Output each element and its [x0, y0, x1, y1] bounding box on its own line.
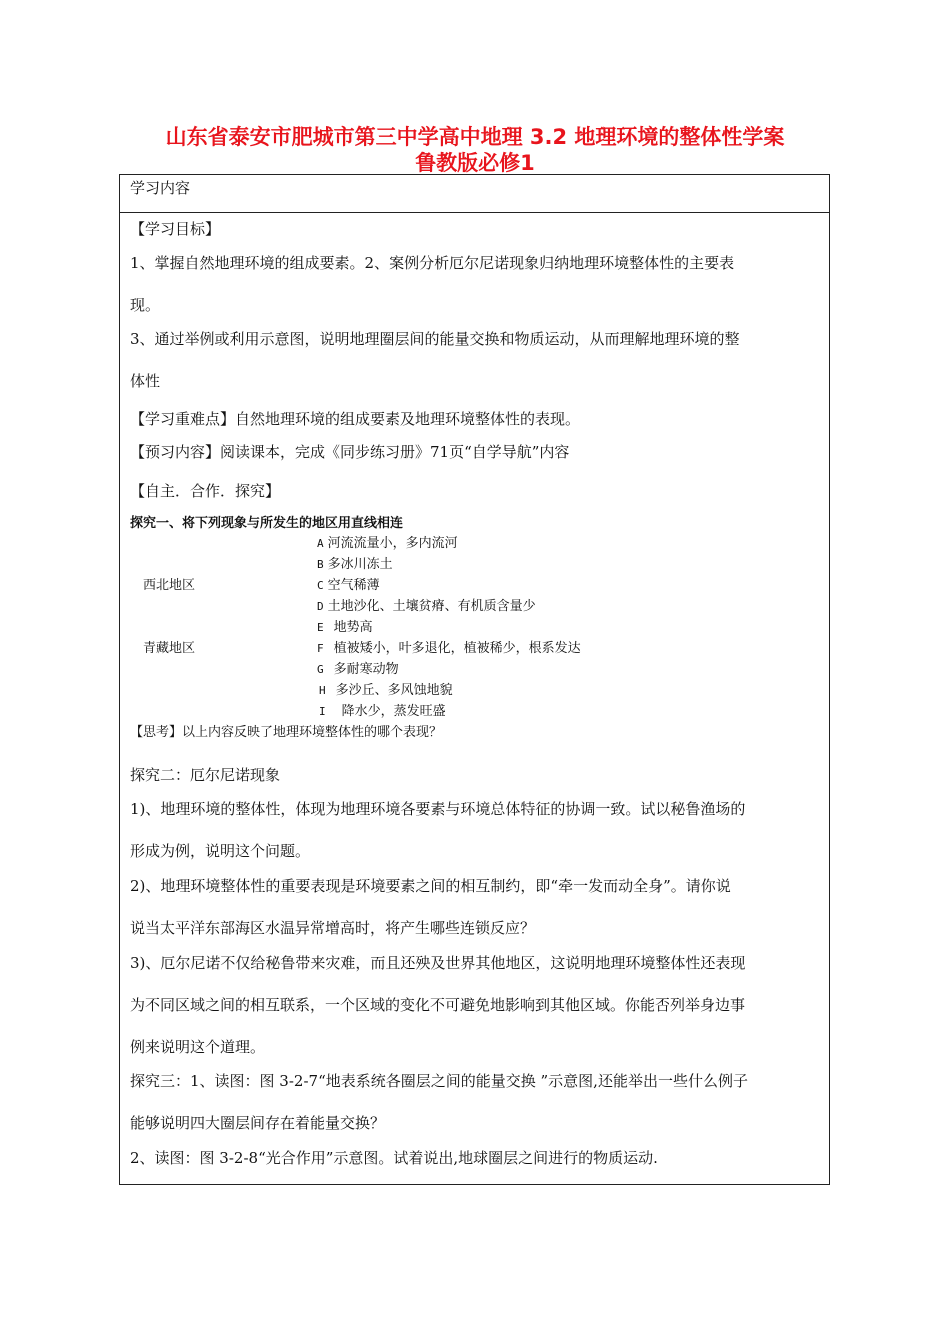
option-text: 降水少，蒸发旺盛: [341, 704, 446, 719]
inquiry2-q2-line1: 2)、地理环境整体性的重要表现是环境要素之间的相互制约，即“牵一发而动全身”。请你说: [130, 877, 731, 895]
inquiry2-heading: 探究二：厄尔尼诺现象: [130, 766, 281, 784]
inquiry3-line2: 能够说明四大圈层间存在着能量交换？: [130, 1114, 386, 1132]
inquiry2-q3-line1: 3)、厄尔尼诺不仅给秘鲁带来灾难，而且还殃及世界其他地区，这说明地理环境整体性还表现: [130, 954, 746, 972]
option-letter: C: [317, 579, 324, 592]
inquiry3-line1: 探究三：1、读图：图 3-2-7“地表系统各圈层之间的能量交换 ”示意图,还能举出一些什么例子: [130, 1072, 748, 1090]
table-header-label: 学习内容: [130, 179, 191, 197]
region-qinghai-tibet: 青藏地区: [143, 641, 196, 656]
objective-1-line1: 1、掌握自然地理环境的组成要素。2、案例分析厄尔尼诺现象归纳地理环境整体性的主要表: [130, 254, 735, 272]
objective-1-line2: 现。: [130, 296, 161, 314]
document-title-line2: 鲁教版必修1: [415, 151, 535, 175]
content-table: [119, 174, 830, 1185]
option-text: 河流流量小，多内流河: [327, 536, 458, 551]
option-text: 植被矮小，叶多退化，植被稀少，根系发达: [333, 641, 581, 656]
objective-2-line2: 体性: [130, 372, 161, 390]
option-letter: H: [319, 684, 326, 697]
option-i: [319, 703, 446, 721]
option-text: 土地沙化、土壤贫瘠、有机质含量少: [327, 599, 536, 614]
option-letter: F: [317, 642, 324, 655]
preview-content: 【预习内容】阅读课本，完成《同步练习册》71页“自学导航”内容: [130, 443, 570, 461]
section-heading: 【自主．合作．探究】: [130, 482, 281, 500]
objective-2-line1: 3、通过举例或利用示意图，说明地理圈层间的能量交换和物质运动，从而理解地理环境的整: [130, 330, 740, 348]
option-letter: E: [317, 621, 324, 634]
inquiry2-q1-line1: 1)、地理环境的整体性，体现为地理环境各要素与环境总体特征的协调一致。试以秘鲁渔场的: [130, 800, 746, 818]
option-letter: B: [317, 558, 324, 571]
option-e: [317, 619, 373, 637]
inquiry2-q3-line3: 例来说明这个道理。: [130, 1038, 266, 1056]
option-text: 多耐寒动物: [333, 662, 399, 677]
option-g: [317, 661, 399, 679]
objectives-heading: 【学习目标】: [130, 220, 221, 238]
option-c: [317, 577, 380, 595]
document-title-line1: 山东省泰安市肥城市第三中学高中地理 3.2 地理环境的整体性学案: [165, 125, 785, 149]
table-header-divider: [119, 212, 830, 213]
inquiry2-q3-line2: 为不同区域之间的相互联系，一个区域的变化不可避免地影响到其他区域。你能否列举身边事: [130, 996, 746, 1014]
inquiry3-line3: 2、读图：图 3-2-8“光合作用”示意图。试着说出,地球圈层之间进行的物质运动.: [130, 1149, 658, 1167]
think-question: 【思考】以上内容反映了地理环境整体性的哪个表现？: [130, 725, 443, 740]
option-b: [317, 556, 393, 574]
option-letter: G: [317, 663, 324, 676]
option-d: [317, 598, 536, 616]
inquiry1-heading: 探究一、将下列现象与所发生的地区用直线相连: [130, 516, 404, 531]
option-text: 多沙丘、多风蚀地貌: [335, 683, 453, 698]
inquiry2-q1-line2: 形成为例，说明这个问题。: [130, 842, 311, 860]
option-text: 多冰川冻土: [327, 557, 393, 572]
inquiry2-q2-line2: 说当太平洋东部海区水温异常增高时，将产生哪些连锁反应？: [130, 919, 536, 937]
region-northwest: 西北地区: [143, 578, 196, 593]
key-points: 【学习重难点】自然地理环境的组成要素及地理环境整体性的表现。: [130, 410, 581, 428]
option-letter: I: [319, 705, 326, 718]
option-a: [317, 535, 458, 553]
option-letter: A: [317, 537, 324, 550]
option-f: [317, 640, 581, 658]
option-text: 空气稀薄: [327, 578, 380, 593]
option-letter: D: [317, 600, 324, 613]
option-text: 地势高: [333, 620, 373, 635]
option-h: [319, 682, 453, 700]
